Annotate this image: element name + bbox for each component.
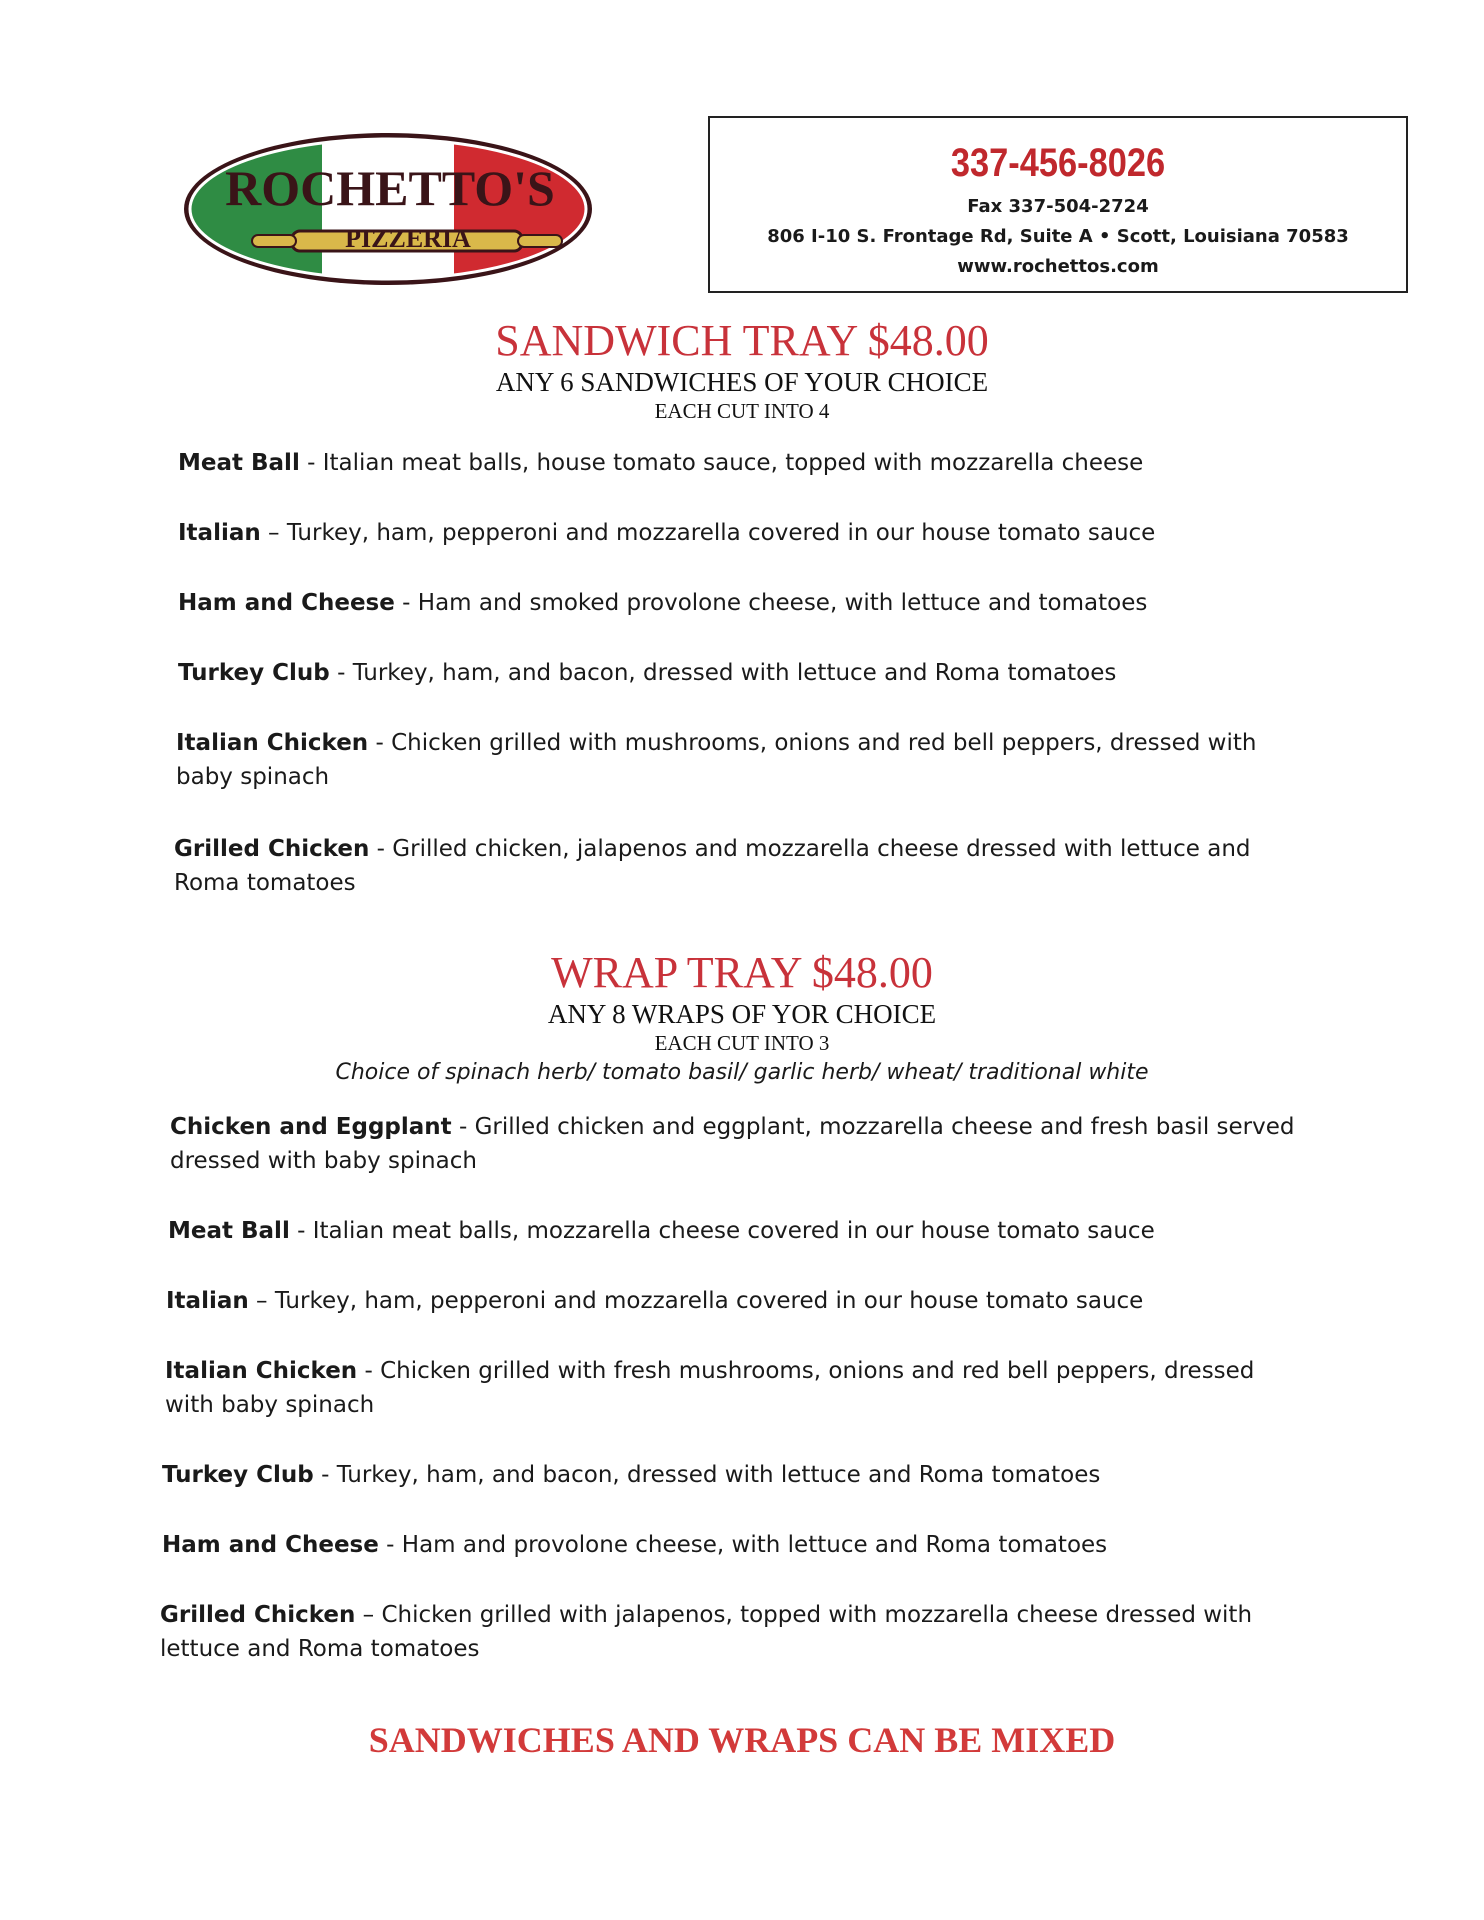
address: 806 I-10 S. Frontage Rd, Suite A • Scott, Louisiana 70583 — [767, 226, 1349, 247]
phone-number: 337-456-8026 — [950, 141, 1166, 185]
item-name: Turkey Club — [178, 660, 330, 686]
item-separator: - — [368, 730, 392, 756]
logo-brand-text: ROCHETTO'S — [225, 160, 555, 216]
item-name: Grilled Chicken — [160, 1602, 356, 1628]
wrap-item-ham-and-cheese — [162, 1528, 1287, 1562]
wrap-tray-title: WRAP TRAY $48.00 — [551, 948, 933, 997]
wrap-choice-options: Choice of spinach herb/ tomato basil/ garlic herb/ wheat/ traditional white — [335, 1060, 1149, 1085]
item-name: Chicken and Eggplant — [170, 1114, 452, 1140]
item-name: Grilled Chicken — [174, 836, 370, 862]
item-name: Ham and Cheese — [162, 1532, 379, 1558]
item-description: Grilled chicken, jalapenos and mozzarella cheese dressed with lettuce and Roma tomatoes — [174, 836, 1251, 896]
sandwich-tray-title: SANDWICH TRAY $48.00 — [495, 316, 989, 365]
item-separator: - — [329, 660, 353, 686]
pizzeria-logo-icon — [182, 131, 594, 287]
item-description: Ham and smoked provolone cheese, with lettuce and tomatoes — [417, 590, 1148, 616]
item-separator: – — [260, 520, 287, 546]
item-description: Turkey, ham, pepperoni and mozzarella covered in our house tomato sauce — [274, 1288, 1144, 1314]
item-name: Turkey Club — [162, 1462, 314, 1488]
item-description: Chicken grilled with mushrooms, onions and red bell peppers, dressed with baby spinach — [176, 730, 1257, 790]
wrap-item-meat-ball — [168, 1214, 1293, 1248]
item-description: Turkey, ham, pepperoni and mozzarella covered in our house tomato sauce — [286, 520, 1156, 546]
item-description: Grilled chicken and eggplant, mozzarella cheese and fresh basil served dressed with baby spinach — [170, 1114, 1295, 1174]
item-separator: - — [394, 590, 418, 616]
item-separator: – — [248, 1288, 275, 1314]
item-name: Italian — [178, 520, 261, 546]
wrap-item-chicken-and-eggplant — [170, 1110, 1295, 1178]
item-description: Italian meat balls, house tomato sauce, topped with mozzarella cheese — [322, 450, 1144, 476]
item-description: Ham and provolone cheese, with lettuce and Roma tomatoes — [401, 1532, 1108, 1558]
wrap-tray-note: EACH CUT INTO 3 — [654, 1031, 830, 1055]
item-name: Italian — [166, 1288, 249, 1314]
wrap-item-italian-chicken — [165, 1354, 1290, 1422]
sandwich-item-meat-ball — [178, 446, 1303, 480]
wrap-item-turkey-club — [162, 1458, 1287, 1492]
sandwich-tray-subtitle: ANY 6 SANDWICHES OF YOUR CHOICE — [495, 367, 989, 397]
mix-notice: SANDWICHES AND WRAPS CAN BE MIXED — [368, 1720, 1116, 1760]
sandwich-tray-note: EACH CUT INTO 4 — [654, 399, 830, 423]
item-name: Meat Ball — [168, 1218, 290, 1244]
item-separator: - — [313, 1462, 337, 1488]
item-separator: - — [451, 1114, 475, 1140]
item-separator: - — [289, 1218, 313, 1244]
rochettos-logo — [182, 131, 594, 287]
sandwich-item-italian-chicken — [176, 726, 1301, 794]
item-separator: - — [299, 450, 323, 476]
item-separator: - — [378, 1532, 402, 1558]
sandwich-item-grilled-chicken — [174, 832, 1299, 900]
wrap-tray-subtitle: ANY 8 WRAPS OF YOR CHOICE — [547, 999, 937, 1029]
item-separator: - — [357, 1358, 381, 1384]
item-separator: – — [355, 1602, 382, 1628]
item-description: Chicken grilled with jalapenos, topped with mozzarella cheese dressed with lettuce and Roma tomatoes — [160, 1602, 1253, 1662]
item-description: Italian meat balls, mozzarella cheese covered in our house tomato sauce — [312, 1218, 1155, 1244]
contact-box — [708, 116, 1408, 293]
item-description: Chicken grilled with fresh mushrooms, onions and red bell peppers, dressed with baby spinach — [165, 1358, 1255, 1418]
item-name: Italian Chicken — [176, 730, 369, 756]
fax-number: Fax 337-504-2724 — [967, 196, 1149, 217]
sandwich-item-italian — [178, 516, 1303, 550]
wrap-item-italian — [166, 1284, 1291, 1318]
item-separator: - — [369, 836, 393, 862]
item-name: Italian Chicken — [165, 1358, 358, 1384]
item-description: Turkey, ham, and bacon, dressed with lettuce and Roma tomatoes — [336, 1462, 1101, 1488]
item-description: Turkey, ham, and bacon, dressed with lettuce and Roma tomatoes — [352, 660, 1117, 686]
sandwich-item-turkey-club — [178, 656, 1303, 690]
logo-sub-text: PIZZERIA — [345, 224, 471, 253]
item-name: Meat Ball — [178, 450, 300, 476]
wrap-item-grilled-chicken — [160, 1598, 1285, 1666]
website-link[interactable]: www.rochettos.com — [957, 256, 1159, 277]
item-name: Ham and Cheese — [178, 590, 395, 616]
sandwich-item-ham-and-cheese — [178, 586, 1303, 620]
